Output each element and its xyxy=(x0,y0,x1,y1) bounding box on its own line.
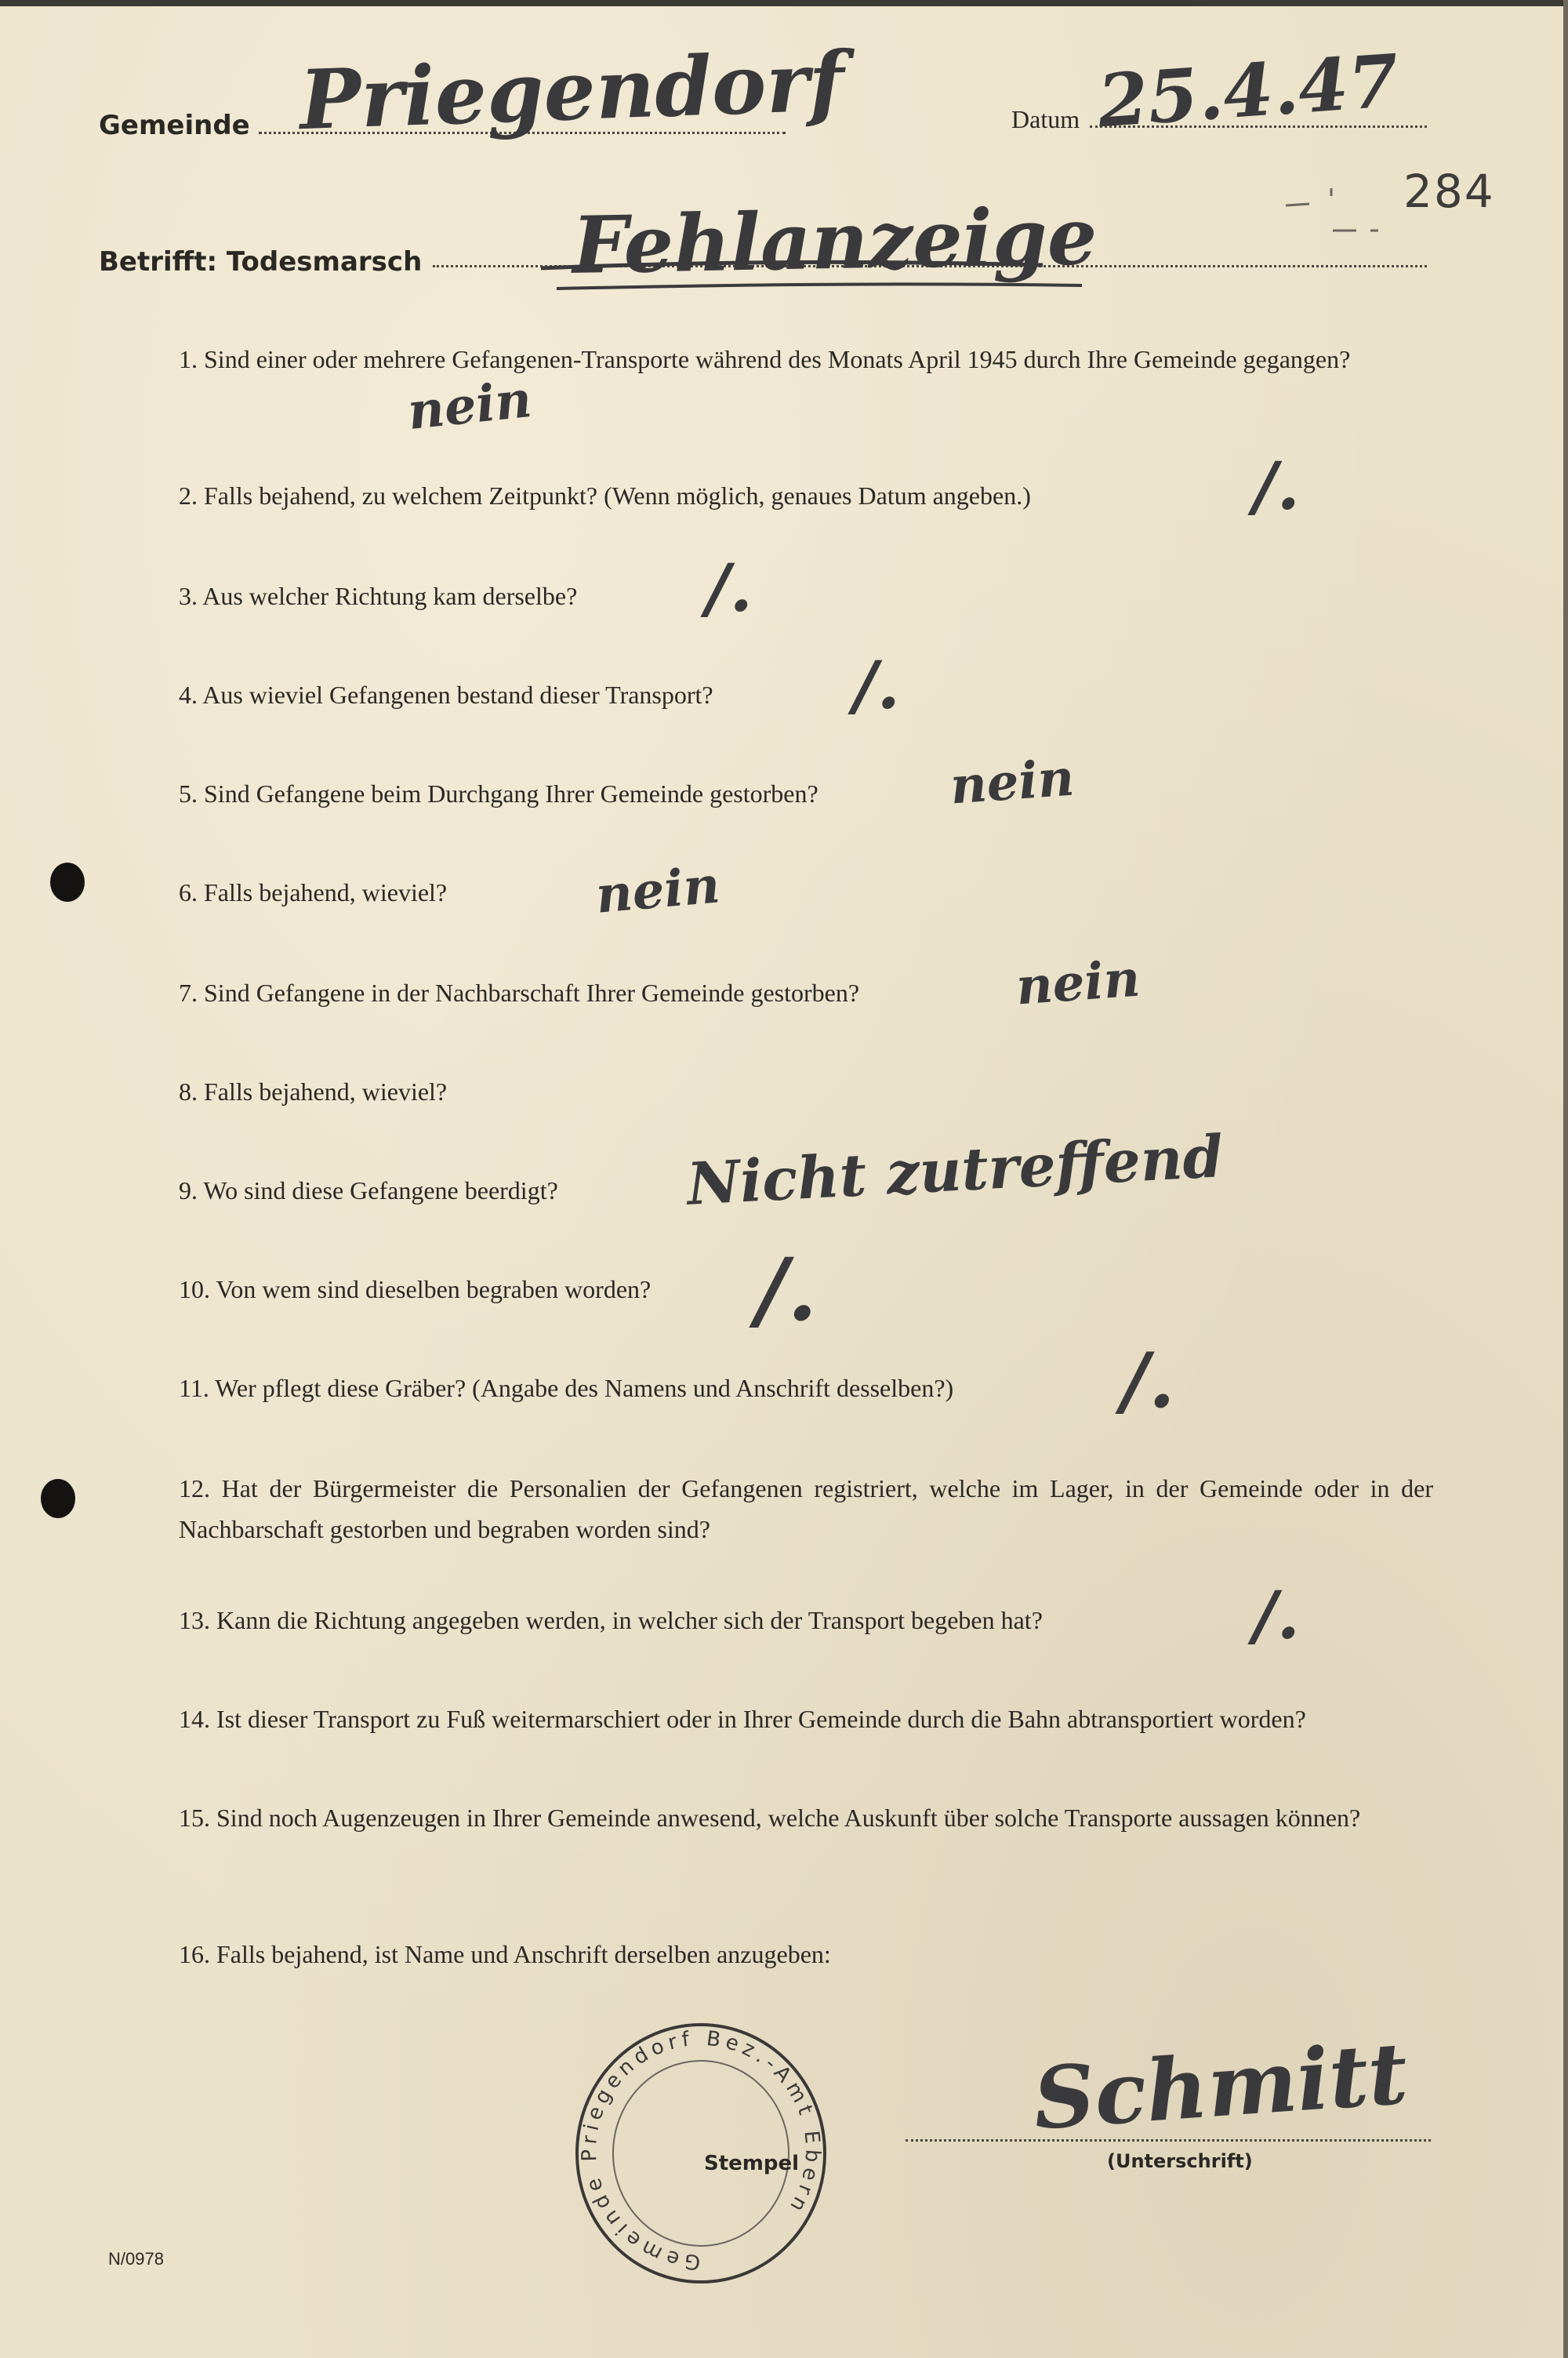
question-text: Aus welcher Richtung kam derselbe? xyxy=(202,582,578,610)
answer-5-handwritten: nein xyxy=(948,748,1076,816)
answer-11-slash-mark: /. xyxy=(1121,1336,1175,1425)
question-number: 15. xyxy=(179,1804,210,1832)
punch-hole-bottom xyxy=(41,1479,75,1518)
answer-1-handwritten: nein xyxy=(405,369,535,442)
question-text: Wer pflegt diese Gräber? (Angabe des Namens und Anschrift desselben?) xyxy=(215,1374,954,1402)
question-9 xyxy=(179,1170,558,1211)
question-text: Wo sind diese Gefangene beerdigt? xyxy=(203,1176,558,1204)
question-8 xyxy=(179,1071,447,1112)
question-text: Falls bejahend, wieviel? xyxy=(204,878,448,907)
question-text: Kann die Richtung angegeben werden, in welcher sich der Transport begeben hat? xyxy=(216,1606,1043,1634)
answer-13-slash-mark: /. xyxy=(1253,1576,1300,1654)
question-number: 5. xyxy=(179,779,198,808)
question-text: Sind einer oder mehrere Gefangenen-Transporte während des Monats April 1945 durch Ihre Gemeinde gegangen? xyxy=(204,345,1351,373)
question-7 xyxy=(179,972,859,1013)
question-number: 10. xyxy=(179,1275,210,1303)
answer-7-handwritten: nein xyxy=(1014,949,1142,1017)
question-text: Sind Gefangene beim Durchgang Ihrer Gemeinde gestorben? xyxy=(204,779,818,808)
question-text: Falls bejahend, wieviel? xyxy=(204,1077,448,1106)
punch-hole-top xyxy=(50,863,85,902)
question-3 xyxy=(179,576,577,616)
reference-number: 284 xyxy=(1403,165,1495,218)
answer-4-slash-mark: /. xyxy=(853,646,900,724)
question-number: 3. xyxy=(179,582,198,610)
scan-edge-right xyxy=(1563,0,1568,2358)
datum-handwritten-value: 25.4.47 xyxy=(1094,38,1402,144)
question-15 xyxy=(179,1797,1433,1838)
form-code: N/0978 xyxy=(108,2249,164,2269)
betrifft-handwritten-value: Fehlanzeige xyxy=(572,190,1098,292)
question-text: Falls bejahend, ist Name und Anschrift derselben anzugeben: xyxy=(216,1940,831,1968)
question-text: Von wem sind dieselben begraben worden? xyxy=(216,1275,652,1303)
question-16 xyxy=(179,1934,831,1975)
stamp-label: Stempel xyxy=(704,2152,800,2175)
answer-3-slash-mark: /. xyxy=(706,549,753,627)
answer-2-slash-mark: /. xyxy=(1253,447,1300,525)
stamp-ring-text: Gemeinde Priegendorf Bez.-Amt Ebern xyxy=(577,2026,825,2274)
question-10 xyxy=(179,1269,651,1310)
signature-label: (Unterschrift) xyxy=(1107,2150,1253,2172)
question-text: Falls bejahend, zu welchem Zeitpunkt? (Wenn möglich, genaues Datum angeben.) xyxy=(204,481,1031,510)
question-number: 4. xyxy=(179,681,198,709)
question-number: 9. xyxy=(179,1176,198,1204)
question-number: 7. xyxy=(179,979,198,1007)
answer-10-slash-mark: /. xyxy=(756,1239,818,1340)
gemeinde-label: Gemeinde xyxy=(99,110,250,141)
question-text: Ist dieser Transport zu Fuß weitermarschiert oder in Ihrer Gemeinde durch die Bahn abtransportiert worden? xyxy=(216,1705,1306,1733)
datum-label: Datum xyxy=(1011,105,1080,133)
question-13 xyxy=(179,1600,1043,1640)
question-4 xyxy=(179,674,713,715)
question-number: 16. xyxy=(179,1940,210,1968)
handwritten-signature: Schmitt xyxy=(1030,2024,1411,2149)
gemeinde-handwritten-value: Priegendorf xyxy=(298,32,846,149)
question-12 xyxy=(179,1468,1433,1550)
question-number: 13. xyxy=(179,1606,210,1634)
question-number: 12. xyxy=(179,1474,210,1502)
question-5 xyxy=(179,773,818,814)
question-number: 8. xyxy=(179,1077,198,1106)
question-number: 11. xyxy=(179,1374,209,1402)
question-14 xyxy=(179,1699,1306,1739)
scan-edge-top xyxy=(0,0,1568,6)
question-1 xyxy=(179,339,1433,380)
betrifft-label: Betrifft: Todesmarsch xyxy=(99,246,423,278)
question-text: Sind noch Augenzeugen in Ihrer Gemeinde anwesend, welche Auskunft über solche Transporte aussagen können? xyxy=(216,1804,1361,1832)
answer-9-handwritten: Nicht zutreffend xyxy=(685,1123,1225,1219)
answer-6-handwritten: nein xyxy=(593,856,723,925)
question-number: 6. xyxy=(179,878,198,907)
question-text: Aus wieviel Gefangenen bestand dieser Transport? xyxy=(202,681,713,709)
question-text: Hat der Bürgermeister die Personalien der Gefangenen registriert, welche im Lager, in der Gemeinde oder in der Nachbarschaft gestorben und begraben worden sind? xyxy=(179,1474,1434,1543)
question-number: 14. xyxy=(179,1705,210,1733)
reference-tick-marks xyxy=(1286,149,1403,243)
question-11 xyxy=(179,1368,953,1408)
question-number: 2. xyxy=(179,481,198,510)
question-text: Sind Gefangene in der Nachbarschaft Ihrer Gemeinde gestorben? xyxy=(204,979,860,1007)
question-6 xyxy=(179,872,447,913)
question-number: 1. xyxy=(179,345,198,373)
question-2 xyxy=(179,475,1031,516)
betrifft-underline-strokes xyxy=(533,251,1098,306)
